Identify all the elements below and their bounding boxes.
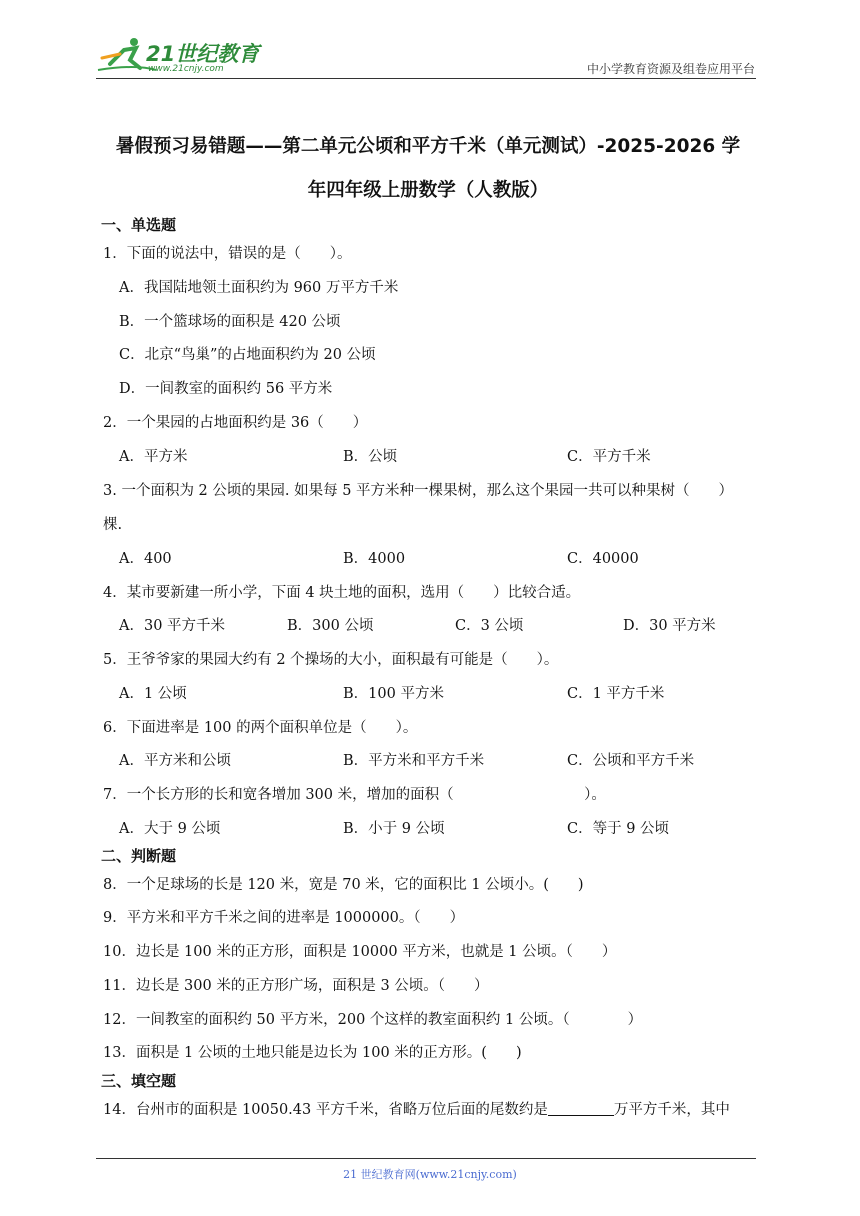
question-10: 10．边长是 100 米的正方形，面积是 10000 平方米，也就是 1 公顷。（ ）	[103, 944, 617, 960]
question-3-option-b[interactable]: B．4000	[343, 551, 406, 567]
question-11: 11．边长是 300 米的正方形广场，面积是 3 公顷。（ ）	[103, 978, 489, 994]
question-3-option-a[interactable]: A．400	[119, 551, 172, 567]
question-1-option-d[interactable]: D．一间教室的面积约 56 平方米	[119, 381, 333, 397]
question-13: 13．面积是 1 公顷的土地只能是边长为 100 米的正方形。( )	[103, 1045, 522, 1061]
question-6-option-a[interactable]: A．平方米和公顷	[119, 753, 231, 769]
question-5-option-a[interactable]: A．1 公顷	[119, 686, 187, 702]
question-14-blank[interactable]	[548, 1101, 614, 1116]
question-4-stem: 4．某市要新建一所小学，下面 4 块土地的面积，选用（ ）比较合适。	[103, 585, 581, 601]
question-6-option-c[interactable]: C．公顷和平方千米	[567, 753, 695, 769]
question-2-option-b[interactable]: B．公顷	[343, 449, 398, 465]
page-title-line2: 年四年级上册数学（人教版）	[307, 180, 549, 201]
question-3-stem: 3. 一个面积为 2 公顷的果园. 如果每 5 平方米种一棵果树，那么这个果园一共可以种果树（ ）	[103, 483, 734, 499]
question-7-option-a[interactable]: A．大于 9 公顷	[119, 821, 221, 837]
footer-link[interactable]: 21 世纪教育网(www.21cnjy.com)	[343, 1168, 517, 1181]
question-1-stem: 1．下面的说法中，错误的是（ ）。	[103, 246, 352, 262]
question-5-option-b[interactable]: B．100 平方米	[343, 686, 444, 702]
question-7-option-b[interactable]: B．小于 9 公顷	[343, 821, 445, 837]
header-platform-text: 中小学教育资源及组卷应用平台	[586, 62, 755, 76]
question-3-option-c[interactable]: C．40000	[567, 551, 639, 567]
question-7-option-c[interactable]: C．等于 9 公顷	[567, 821, 670, 837]
question-5-stem: 5．王爷爷家的果园大约有 2 个操场的大小，面积最有可能是（ ）。	[103, 652, 559, 668]
question-1-option-c[interactable]: C．北京“鸟巢”的占地面积约为 20 公顷	[119, 347, 376, 363]
question-14	[103, 1098, 730, 1119]
question-2-option-c[interactable]: C．平方千米	[567, 449, 651, 465]
question-4-option-c[interactable]: C．3 公顷	[455, 618, 524, 634]
question-6-option-b[interactable]: B．平方米和平方千米	[343, 753, 485, 769]
question-1-option-b[interactable]: B．一个篮球场的面积是 420 公顷	[119, 314, 341, 330]
section-heading-fill-blank: 三、填空题	[101, 1072, 177, 1090]
question-9: 9．平方米和平方千米之间的进率是 1000000。（ ）	[103, 910, 465, 926]
logo-url: www.21cnjy.com	[148, 64, 224, 74]
question-12: 12．一间教室的面积约 50 平方米，200 个这样的教室面积约 1 公顷。（ ）	[103, 1012, 643, 1028]
question-6-stem: 6．下面进率是 100 的两个面积单位是（ ）。	[103, 720, 418, 736]
site-logo	[96, 34, 258, 78]
question-1-option-a[interactable]: A．我国陆地领土面积约为 960 万平方千米	[119, 280, 399, 296]
section-heading-single-choice: 一、单选题	[101, 216, 177, 234]
question-8: 8．一个足球场的长是 120 米，宽是 70 米，它的面积比 1 公顷小。( )	[103, 877, 584, 893]
question-2-stem: 2．一个果园的占地面积约是 36（ ）	[103, 415, 368, 431]
header-divider	[96, 78, 756, 79]
question-14-text-a: 14．台州市的面积是 10050.43 平方千米，省略万位后面的尾数约是	[103, 1102, 548, 1118]
question-14-text-b: 万平方千米，其中	[613, 1102, 730, 1118]
footer-divider	[96, 1158, 756, 1159]
question-4-option-b[interactable]: B．300 公顷	[287, 618, 374, 634]
section-heading-true-false: 二、判断题	[101, 847, 177, 865]
page-title-line1: 暑假预习易错题——第二单元公顷和平方千米（单元测试）-2025-2026 学	[115, 136, 741, 157]
question-5-option-c[interactable]: C．1 平方千米	[567, 686, 665, 702]
question-4-option-d[interactable]: D．30 平方米	[623, 618, 716, 634]
question-2-option-a[interactable]: A．平方米	[119, 449, 188, 465]
question-3-stem-cont: 棵.	[103, 517, 123, 533]
question-7-stem: 7．一个长方形的长和宽各增加 300 米，增加的面积（ ）。	[103, 787, 606, 803]
logo-text: 21世纪教育	[146, 42, 260, 66]
question-4-option-a[interactable]: A．30 平方千米	[119, 618, 226, 634]
